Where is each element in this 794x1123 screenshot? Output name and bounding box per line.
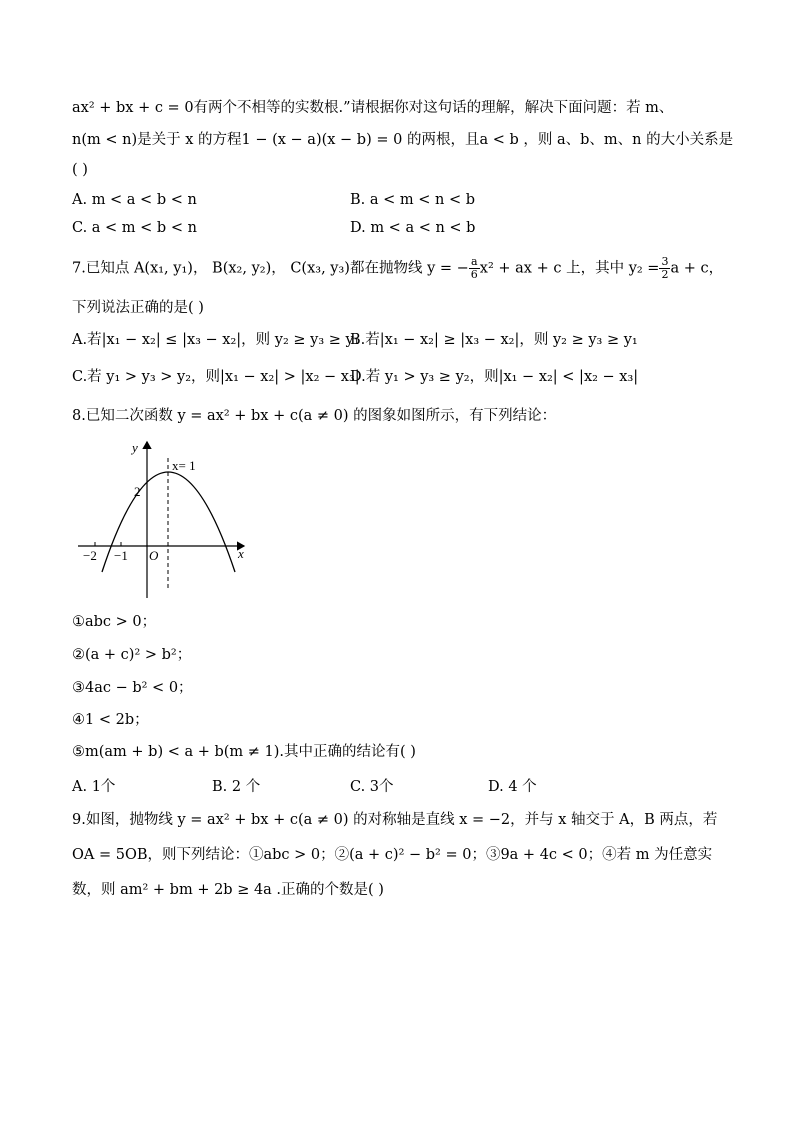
q7-stem-part2: x² + ax + c 上，其中 (479, 260, 625, 277)
tick-label-neg2: −2 (83, 548, 97, 563)
q7-stem-line2: 下列说法正确的是( ) (72, 300, 204, 316)
q8-statement-1: ①abc > 0； (72, 614, 157, 630)
origin-label: O (149, 548, 159, 563)
q7-stem (72, 256, 723, 281)
text-line-3: ( ) (72, 162, 88, 178)
q8-option-d: D. 4 个 (488, 779, 537, 795)
q7-frac1-den: 6 (470, 268, 478, 281)
q9-stem-line1: 9.如图，抛物线 y = ax² + bx + c(a ≠ 0) 的对称轴是直线 x = −2，并与 x 轴交于 A，B 两点，若 (72, 812, 718, 828)
q6-option-d: D. m < a < n < b (350, 220, 476, 236)
tick-label-neg1: −1 (114, 548, 128, 563)
q8-statement-2: ②(a + c)² > b²； (72, 647, 192, 663)
q8-parabola-graph (72, 432, 262, 602)
q7-fraction-3-over-2 (659, 256, 670, 281)
q7-stem-part1: 7.已知点 A(x₁, y₁)， B(x₂, y₂)， C(x₃, y₃)都在抛物线 (72, 260, 423, 277)
q8-statement-4: ④1 < 2b； (72, 712, 149, 728)
q6-option-c: C. a < m < b < n (72, 220, 197, 236)
q7-y-eq: y = − (427, 260, 469, 277)
q9-stem-line2: OA = 5OB，则下列结论：①abc > 0；②(a + c)² − b² = 0；③9a + 4c < 0；④若 m 为任意实 (72, 847, 713, 863)
q7-frac1-num: a (469, 256, 480, 269)
q8-statement-3: ③4ac − b² < 0； (72, 680, 193, 696)
q7-y2-eq: y₂ = (628, 260, 660, 277)
q8-option-b: B. 2 个 (212, 779, 261, 795)
q8-statement-5: ⑤m(am + b) < a + b(m ≠ 1).其中正确的结论有( ) (72, 744, 416, 760)
text-line-2: n(m < n)是关于 x 的方程1 − (x − a)(x − b) = 0 的两根，且a < b ，则 a、b、m、n 的大小关系是 (72, 132, 734, 148)
peak-label: 2 (134, 484, 141, 499)
q7-frac2-num: 3 (661, 255, 669, 268)
q7-fraction-a-over-6 (469, 256, 480, 281)
y-axis-label: y (132, 440, 138, 455)
q7-option-d: D.若 y₁ > y₃ ≥ y₂，则|x₁ − x₂| < |x₂ − x₃| (350, 369, 639, 385)
text-line-1: ax² + bx + c = 0有两个不相等的实数根.”请根据你对这句话的理解，解决下面问题：若 m、 (72, 100, 674, 116)
q7-option-c: C.若 y₁ > y₃ > y₂，则|x₁ − x₂| > |x₂ − x₃| (72, 369, 360, 385)
q7-option-b: B.若|x₁ − x₂| ≥ |x₃ − x₂|，则 y₂ ≥ y₃ ≥ y₁ (350, 332, 638, 348)
q7-option-a: A.若|x₁ − x₂| ≤ |x₃ − x₂|，则 y₂ ≥ y₃ ≥ y₁ (72, 332, 360, 348)
symmetry-line-label: x= 1 (172, 458, 196, 473)
q6-option-b: B. a < m < n < b (350, 192, 475, 208)
q9-stem-line3: 数，则 am² + bm + 2b ≥ 4a .正确的个数是( ) (72, 882, 384, 898)
q8-stem: 8.已知二次函数 y = ax² + bx + c(a ≠ 0) 的图象如图所示，有下列结论： (72, 408, 557, 424)
q7-stem-part3: a + c， (670, 260, 724, 277)
x-axis-label: x (238, 546, 244, 561)
q8-option-a: A. 1个 (72, 779, 116, 795)
q7-frac2-den: 2 (661, 268, 669, 281)
q6-option-a: A. m < a < b < n (72, 192, 197, 208)
q8-option-c: C. 3个 (350, 779, 394, 795)
